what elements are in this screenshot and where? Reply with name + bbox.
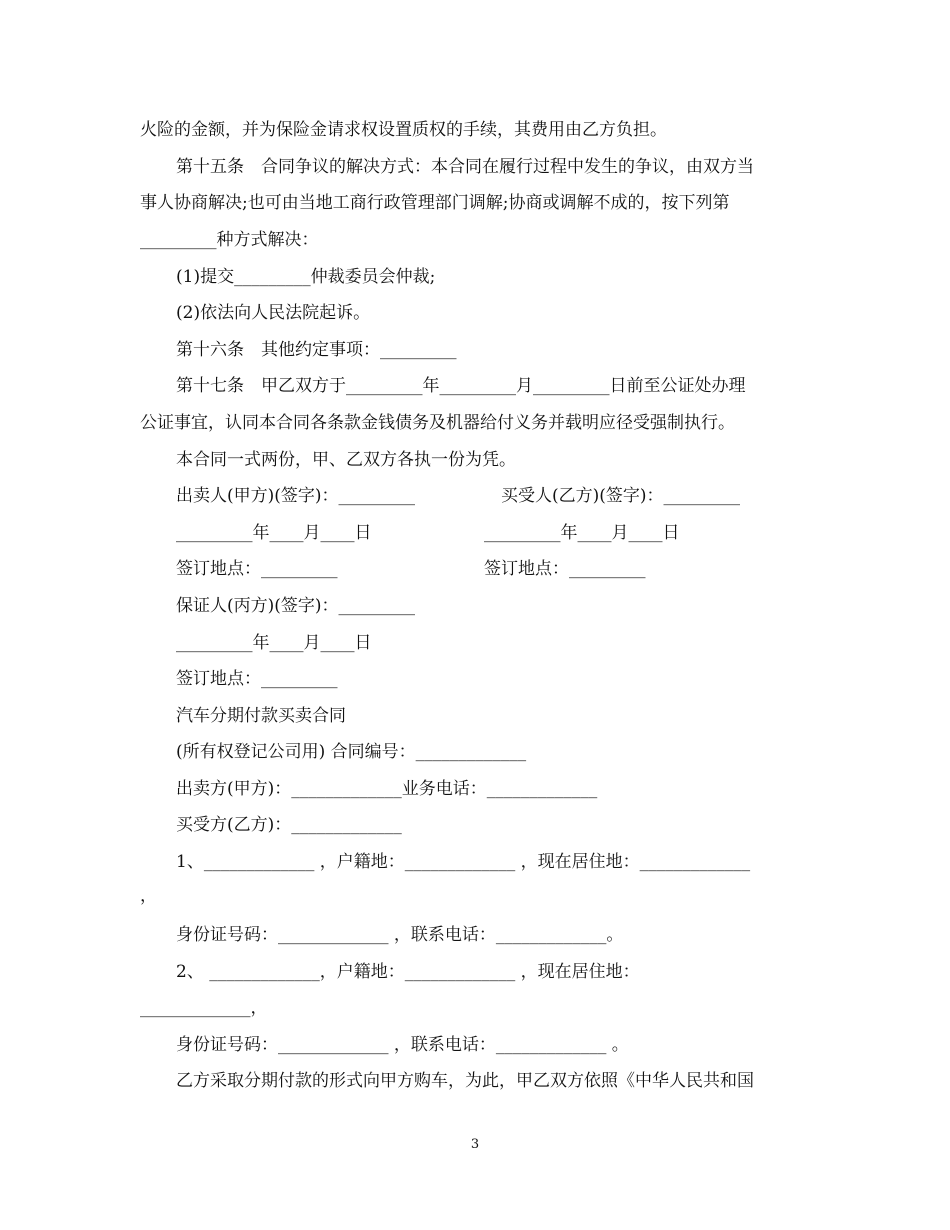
buyer-2-line: 2、 _____________，户籍地：_____________ ，现在居住地： — [176, 962, 640, 982]
guarantor-date: _________年____月____日 — [176, 633, 372, 653]
buyer-signature: 买受人(乙方)(签字)：_________ — [501, 486, 741, 506]
seller-signing-place: 签订地点：_________ — [176, 559, 338, 579]
buyer-2-id-line: 身份证号码：_____________ ，联系电话：_____________ 。 — [176, 1035, 629, 1055]
paragraph-line: _________种方式解决： — [140, 230, 319, 250]
seller-info-line: 出卖方(甲方)：_____________业务电话：_____________ — [176, 779, 598, 799]
paragraph-line: _____________， — [140, 998, 268, 1018]
contract-number-line: (所有权登记公司用) 合同编号：_____________ — [176, 742, 527, 762]
guarantor-signature: 保证人(丙方)(签字)：_________ — [176, 596, 416, 616]
paragraph-line: 事人协商解决;也可由当地工商行政管理部门调解;协商或调解不成的，按下列第 — [140, 193, 730, 213]
paragraph-line: ， — [140, 886, 157, 906]
clause-17-title: 第十七条 甲乙双方于_________年_________月_________日前至公证处办理 — [176, 376, 746, 396]
contract-title: 汽车分期付款买卖合同 — [176, 706, 346, 726]
guarantor-signing-place: 签订地点：_________ — [176, 669, 338, 689]
buyer-info-line: 买受方(乙方)：_____________ — [176, 815, 402, 835]
buyer-1-id-line: 身份证号码：_____________ ，联系电话：_____________。 — [176, 925, 624, 945]
buyer-date: _________年____月____日 — [484, 523, 680, 543]
option-1: (1)提交_________仲裁委员会仲裁; — [176, 267, 436, 287]
buyer-signing-place: 签订地点：_________ — [484, 559, 646, 579]
clause-16-title: 第十六条 其他约定事项：_________ — [176, 340, 457, 360]
seller-date: _________年____月____日 — [176, 523, 372, 543]
paragraph-line: 乙方采取分期付款的形式向甲方购车，为此，甲乙双方依照《中华人民共和国 — [176, 1071, 754, 1091]
seller-signature: 出卖人(甲方)(签字)：_________ — [176, 486, 416, 506]
page-number: 3 — [470, 1137, 480, 1152]
option-2: (2)依法向人民法院起诉。 — [176, 303, 371, 323]
paragraph-line: 公证事宜，认同本合同各条款金钱债务及机器给付义务并载明应径受强制执行。 — [140, 413, 735, 433]
clause-15-title: 第十五条 合同争议的解决方式：本合同在履行过程中发生的争议，由双方当 — [176, 157, 754, 177]
copies-statement: 本合同一式两份，甲、乙双方各执一份为凭。 — [176, 450, 516, 470]
paragraph-line: 火险的金额，并为保险金请求权设置质权的手续，其费用由乙方负担。 — [140, 120, 667, 140]
buyer-1-line: 1、_____________ ，户籍地：_____________ ，现在居住地：_____________ — [176, 852, 751, 872]
